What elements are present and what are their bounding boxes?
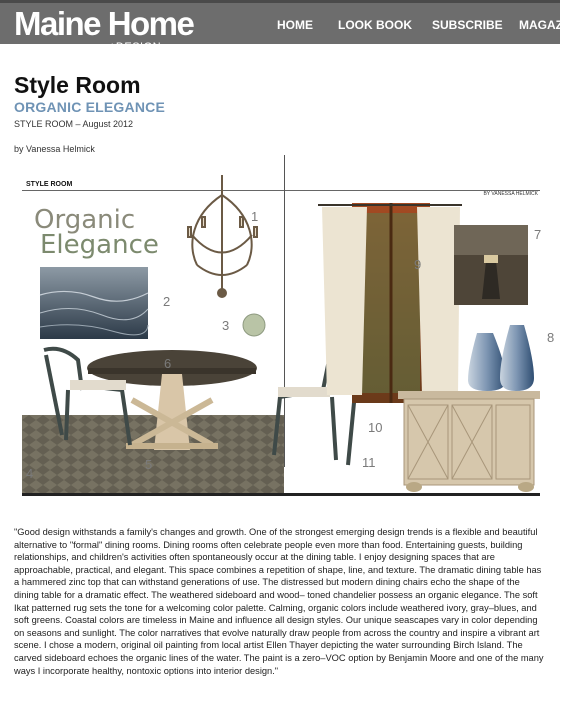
page-title: Style Room (14, 72, 141, 98)
carved-sideboard (398, 391, 540, 492)
paint-swatch (243, 314, 265, 336)
collage-artwork (22, 175, 540, 505)
callout-6: 6 (164, 356, 172, 371)
collage-floor-rule (22, 493, 540, 496)
callout-9: 9 (414, 257, 422, 272)
logo-wordmark: Maine Home (14, 5, 194, 42)
callout-7: 7 (534, 227, 542, 242)
window-curtains (318, 203, 462, 403)
callout-11: 11 (362, 455, 376, 470)
lighthouse-painting (454, 225, 528, 305)
callout-10: 10 (368, 420, 383, 435)
page-subtitle: ORGANIC ELEGANCE (14, 99, 165, 115)
article-body: "Good design withstands a family's changes and growth. One of the strongest emerging design trends is a flexible and beautiful alternative to "formal" dining rooms. Dining rooms often celebrate people even more than food. Entertaining guests, building relationships, and children's activities often spontaneously occur at the dining table. I enjoy designing spaces that are approachable, practical, and elegant. This space combines a repetition of shape, line, and texture. The dramatic dining table has a hammered zinc top that can withstand generations of use. The distressed but modern dining chairs echo the shape of the dining table for a dramatic effect. The weathered sideboard and wood– toned chandelier possess an organic elegance. The soft Ikat patterned rug sets the tone for a welcoming color palette. Calming, organic colors include weathered ivory, gray–blues, and soft greens. Coastal colors are timeless in Maine and influence all design styles. Our unique seascapes vary in color depending on seasons and sunlight. The color narratives that evolve naturally draw people from across the country and inspire a vibrant art scene. I chose a modern, original oil painting from local artist Ellen Thayer depicting the water surrounding Birch Island. The carved sideboard echoes the organic lines of the water. The paint is a zero–VOC option by Benjamin Moore and one of the many ways I incorporate healthy, nontoxic options into interior design." (14, 527, 544, 676)
nav-magazine[interactable]: MAGAZ (519, 18, 563, 32)
dateline: STYLE ROOM – August 2012 (14, 119, 134, 129)
collage-heading-line1: Organic (34, 205, 136, 235)
collage-credit: BY VANESSA HELMICK (483, 191, 538, 197)
callout-3: 3 (222, 318, 230, 333)
site-logo[interactable] (14, 5, 194, 53)
nav-subscribe[interactable]: SUBSCRIBE (432, 18, 503, 32)
callout-1: 1 (251, 209, 259, 224)
callout-5: 5 (145, 457, 153, 472)
callout-8: 8 (547, 330, 555, 345)
callout-2: 2 (163, 294, 171, 309)
style-room-collage (22, 175, 555, 505)
collage-label: STYLE ROOM (26, 181, 73, 188)
seascape-painting (40, 267, 148, 339)
nav-home[interactable]: HOME (277, 18, 313, 32)
blue-vases (468, 325, 534, 391)
logo-subline: +DESIGN (109, 41, 162, 53)
site-header (0, 0, 563, 53)
byline: by Vanessa Helmick (14, 144, 95, 154)
chandelier (188, 175, 257, 297)
callout-4: 4 (26, 466, 34, 481)
collage-heading-line2: Elegance (40, 230, 159, 260)
nav-look-book[interactable]: LOOK BOOK (338, 18, 412, 32)
